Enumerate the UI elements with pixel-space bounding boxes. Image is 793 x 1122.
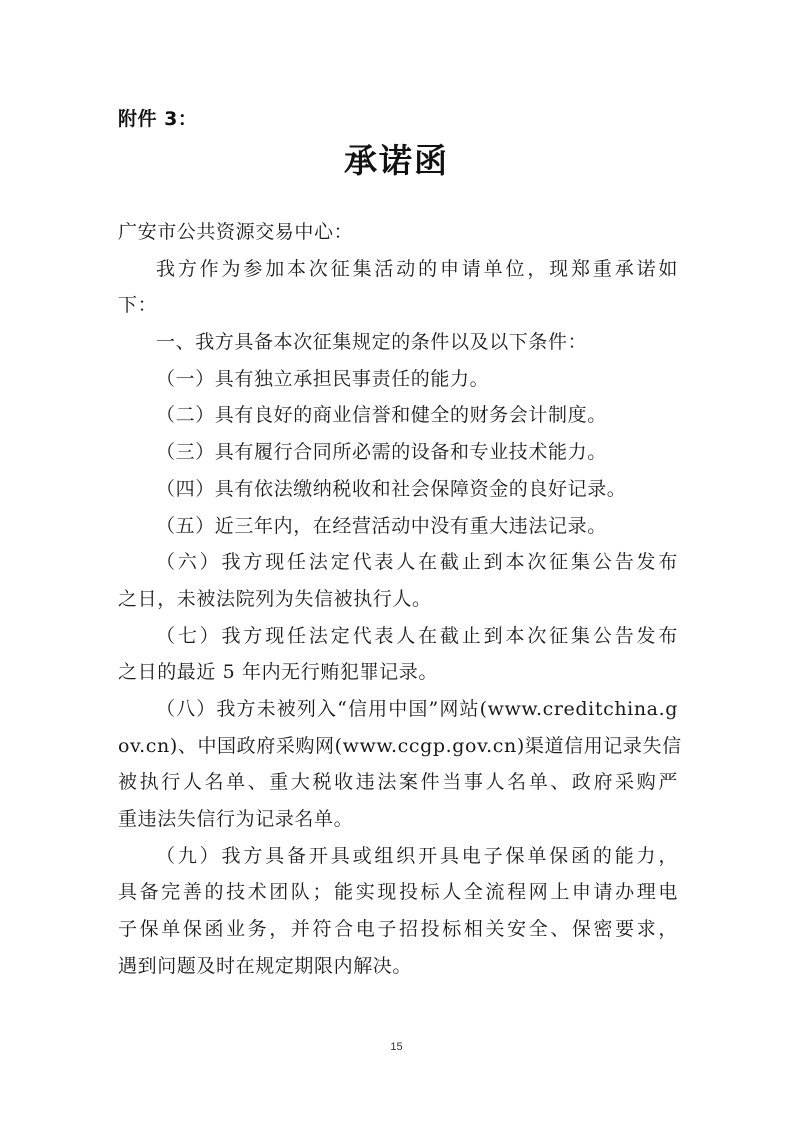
list-item-continuation: ov.cn)、中国政府采购网(www.ccgp.gov.cn)渠道信用记录失信 xyxy=(118,734,682,757)
list-item: （九）我方具备开具或组织开具电子保单保函的能力， xyxy=(156,844,678,867)
addressee-line: 广安市公共资源交易中心： xyxy=(118,221,354,243)
list-item: （二）具有良好的商业信誉和健全的财务会计制度。 xyxy=(156,404,607,427)
attachment-label: 附件 3： xyxy=(118,108,198,130)
paragraph-line: 下： xyxy=(118,294,158,317)
list-item: （四）具有依法缴纳税收和社会保障资金的良好记录。 xyxy=(156,477,627,500)
list-item: （七）我方现任法定代表人在截止到本次征集公告发布 xyxy=(156,624,678,647)
document-title: 承诺函 xyxy=(344,141,449,180)
list-item-continuation: 之日，未被法院列为失信被执行人。 xyxy=(118,587,432,610)
list-item: （一）具有独立承担民事责任的能力。 xyxy=(156,367,490,390)
list-item-continuation: 之日的最近 5 年内无行贿犯罪记录。 xyxy=(118,661,438,684)
list-item-continuation: 被执行人名单、重大税收违法案件当事人名单、政府采购严 xyxy=(118,771,678,794)
paragraph-line: 一、我方具备本次征集规定的条件以及以下条件： xyxy=(156,331,588,354)
list-item: （三）具有履行合同所必需的设备和专业技术能力。 xyxy=(156,441,607,464)
list-item-continuation: 子保单保函业务，并符合电子招投标相关安全、保密要求， xyxy=(118,918,678,941)
list-item: （八）我方未被列入“信用中国”网站(www.creditchina.g xyxy=(156,697,678,720)
list-item: （五）近三年内，在经营活动中没有重大违法记录。 xyxy=(156,514,607,537)
list-item-continuation: 具备完善的技术团队；能实现投标人全流程网上申请办理电 xyxy=(118,881,678,904)
paragraph-line: 我方作为参加本次征集活动的申请单位，现郑重承诺如 xyxy=(156,257,678,280)
document-body xyxy=(118,214,682,984)
page-number: 15 xyxy=(390,1041,403,1053)
list-item-continuation: 遇到问题及时在规定期限内解决。 xyxy=(118,954,413,977)
list-item: （六）我方现任法定代表人在截止到本次征集公告发布 xyxy=(156,551,678,574)
list-item-continuation: 重违法失信行为记录名单。 xyxy=(118,808,354,830)
